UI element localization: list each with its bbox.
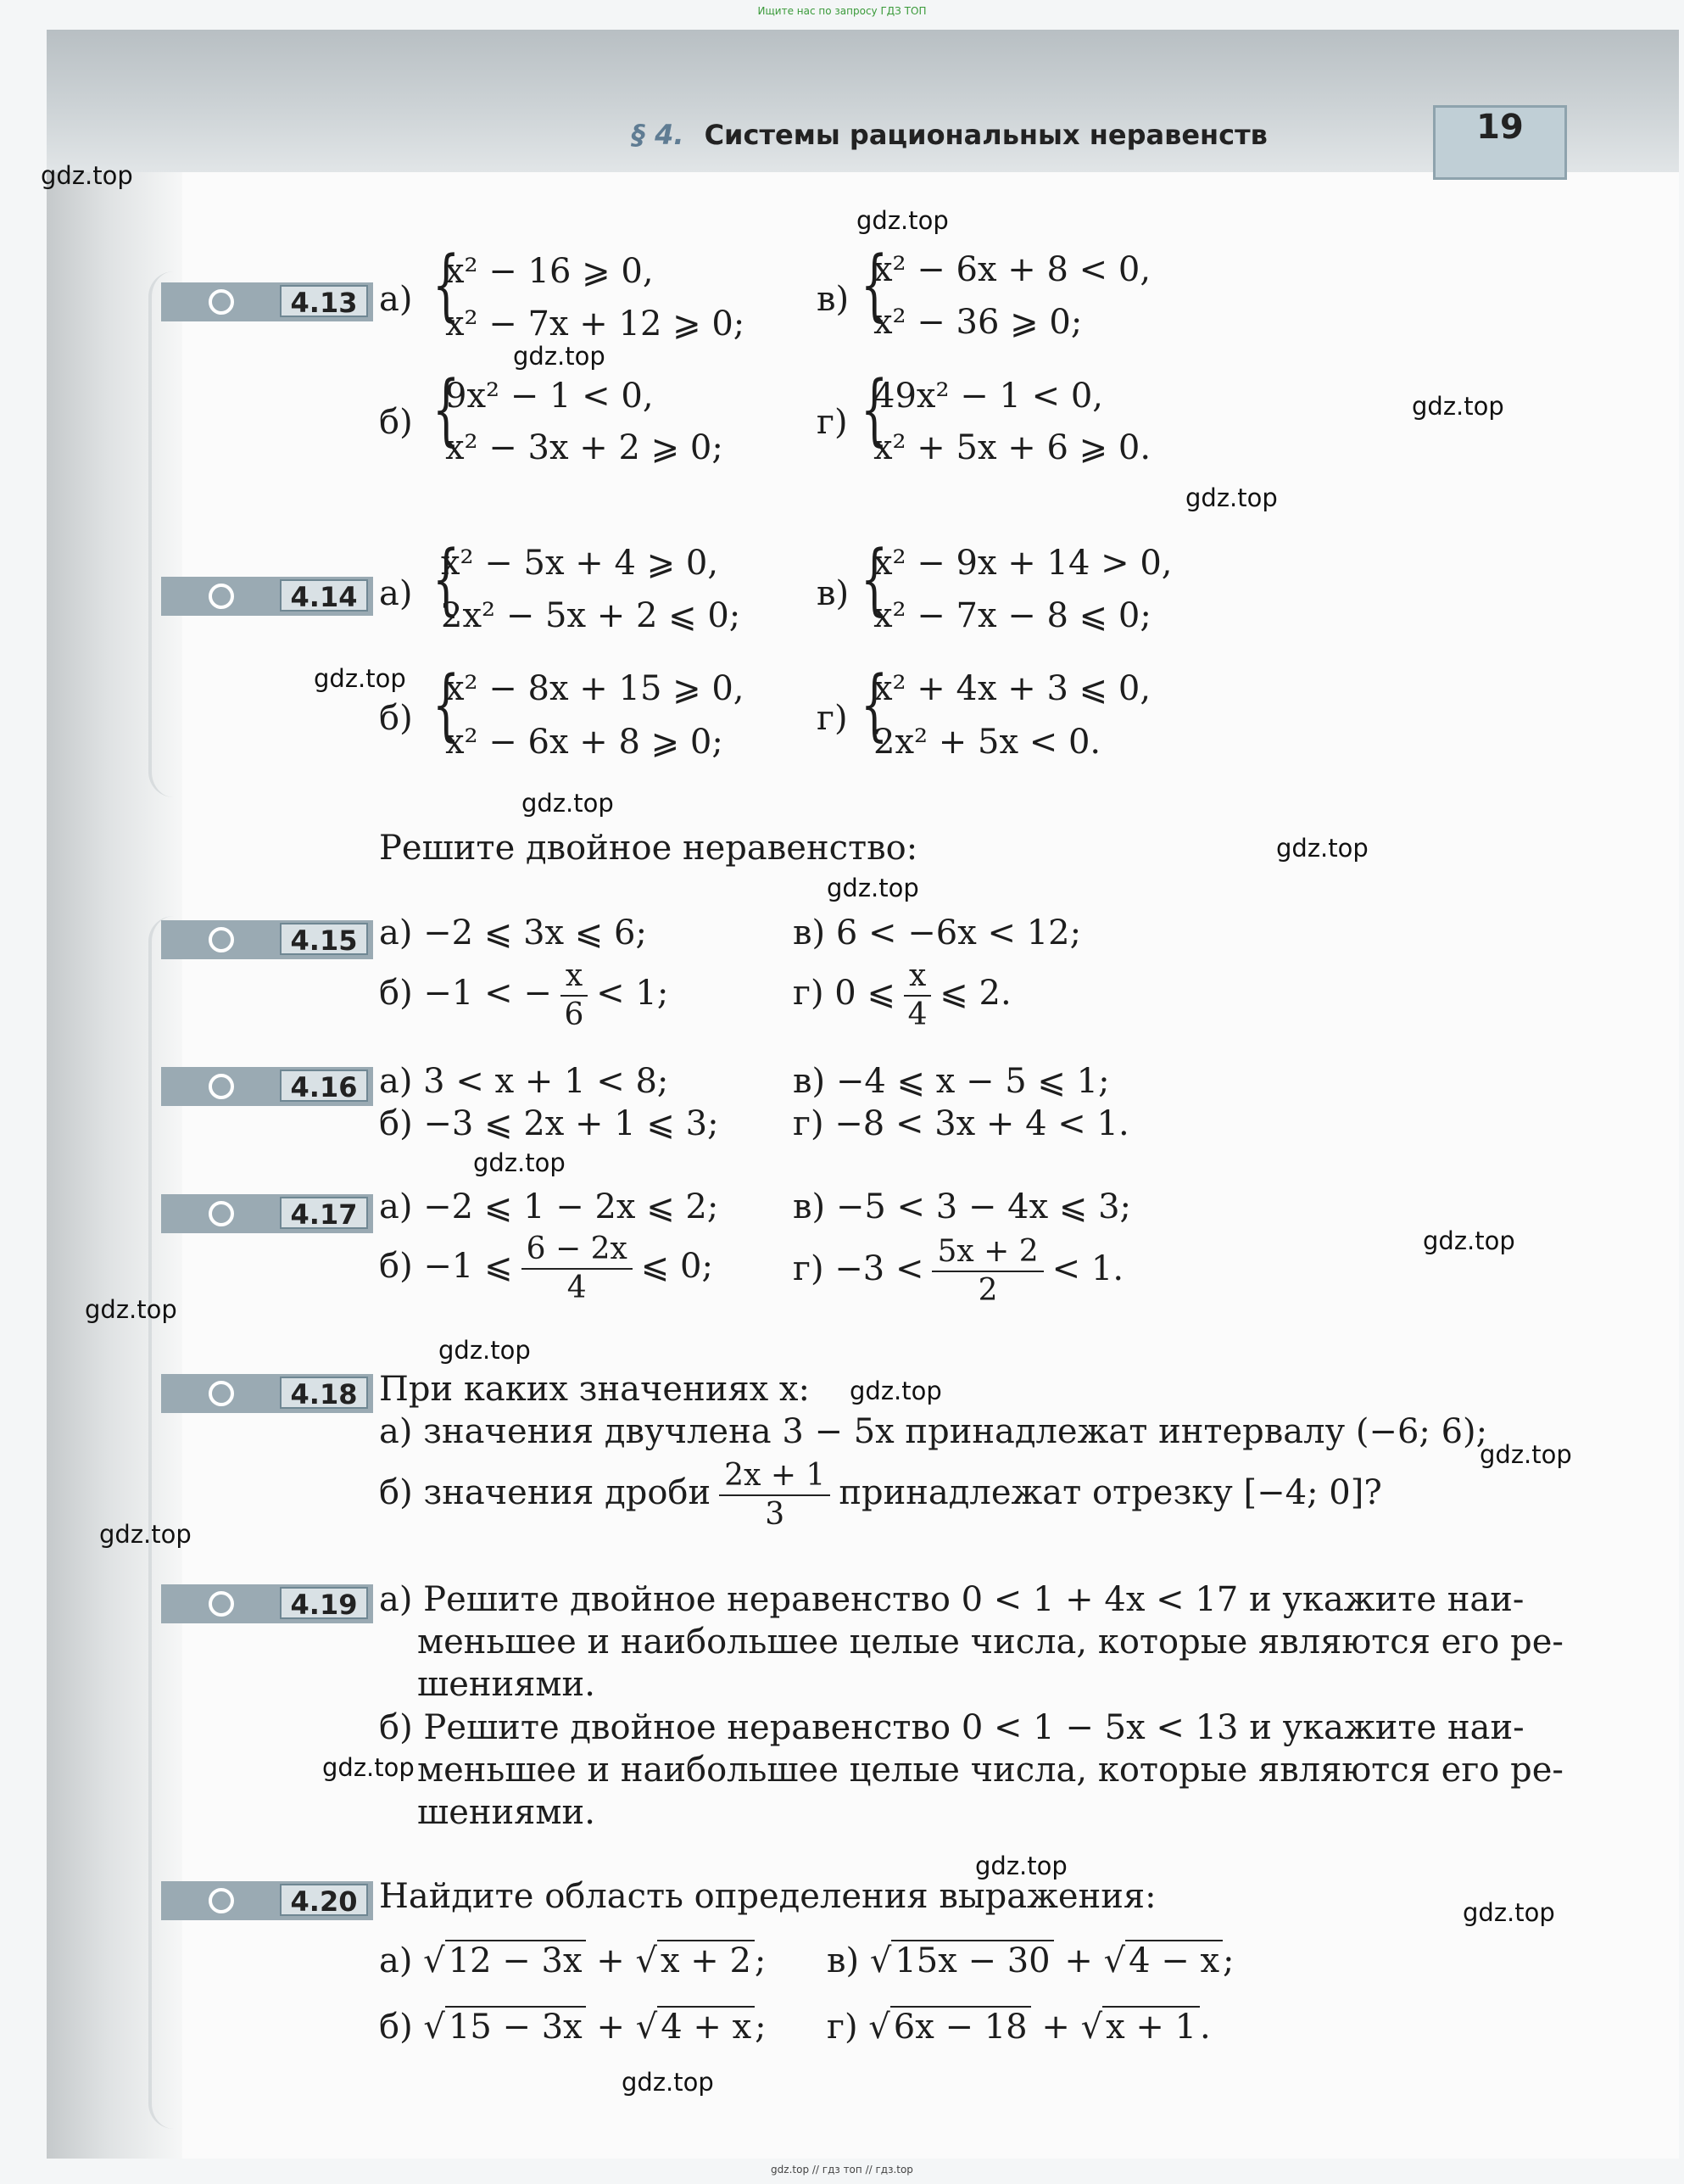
watermark: gdz.top bbox=[99, 1520, 192, 1549]
watermark: gdz.top bbox=[622, 2068, 714, 2097]
system-line: 9x² − 1 < 0, bbox=[445, 377, 654, 416]
watermark: gdz.top bbox=[314, 664, 406, 693]
item-text: в) √ 15x − 30 + √ 4 − x ; bbox=[827, 1941, 1235, 1980]
sqrt bbox=[657, 2008, 755, 2047]
item-text: в) −4 ⩽ x − 5 ⩽ 1; bbox=[793, 1062, 1110, 1101]
watermark: gdz.top bbox=[85, 1295, 177, 1324]
instruction-heading: Решите двойное неравенство: bbox=[379, 829, 918, 868]
denominator: 2 bbox=[978, 1273, 998, 1308]
fraction bbox=[719, 1458, 830, 1532]
watermark: gdz.top bbox=[1412, 392, 1504, 421]
problem-badge-4-15 bbox=[161, 920, 373, 959]
expr-part: ⩽ 2. bbox=[940, 974, 1012, 1013]
sqrt bbox=[445, 1941, 586, 1980]
expr-part: ; bbox=[755, 2008, 767, 2047]
denominator: 3 bbox=[765, 1497, 785, 1532]
item-text: б) Решите двойное неравенство 0 < 1 − 5x < 13 и укажите наи- bbox=[379, 1708, 1525, 1747]
system-brace: { bbox=[861, 239, 889, 330]
item-text: а) 3 < x + 1 < 8; bbox=[379, 1062, 669, 1101]
problem-badge-4-17 bbox=[161, 1194, 373, 1233]
problem-number: 4.16 bbox=[280, 1070, 368, 1102]
circle-icon bbox=[209, 289, 234, 315]
expr-part: ; bbox=[1223, 1941, 1235, 1980]
watermark: gdz.top bbox=[1185, 483, 1278, 512]
item-text bbox=[379, 1458, 1382, 1532]
watermark: gdz.top bbox=[975, 1852, 1068, 1880]
section-title bbox=[632, 119, 1268, 151]
footer-note: gdz.top // гдз топ // гдз.top bbox=[771, 2164, 913, 2176]
watermark: gdz.top bbox=[473, 1148, 566, 1177]
item-label: а) bbox=[379, 280, 413, 319]
watermark: gdz.top bbox=[521, 789, 614, 818]
item-label: а) bbox=[379, 1941, 413, 1980]
fraction bbox=[560, 958, 588, 1032]
item-text: шениями. bbox=[417, 1793, 595, 1832]
watermark: gdz.top bbox=[41, 161, 133, 190]
expr-part: б) значения дроби bbox=[379, 1473, 711, 1512]
system-line: x² − 6x + 8 ⩾ 0; bbox=[445, 723, 723, 762]
item-text bbox=[793, 958, 1012, 1032]
expr-part: б) −1 < − bbox=[379, 974, 552, 1013]
expr-part: . bbox=[1200, 2008, 1211, 2047]
item-text: меньшее и наибольшее целые числа, которые являются его ре- bbox=[417, 1751, 1564, 1790]
item-text: шениями. bbox=[417, 1665, 595, 1704]
fraction bbox=[904, 958, 931, 1032]
circle-icon bbox=[209, 1888, 234, 1913]
item-label: г) bbox=[827, 2008, 858, 2047]
item-text: б) −3 ⩽ 2x + 1 ⩽ 3; bbox=[379, 1104, 719, 1143]
group-bracket bbox=[148, 271, 203, 797]
denominator: 4 bbox=[907, 997, 928, 1032]
system-brace: { bbox=[861, 364, 889, 455]
radicand: 15 − 3x bbox=[445, 2006, 586, 2047]
denominator: 6 bbox=[564, 997, 584, 1032]
page-number: 19 bbox=[1433, 105, 1567, 180]
system-line: x² − 3x + 2 ⩾ 0; bbox=[445, 428, 723, 467]
item-text bbox=[379, 1234, 713, 1304]
problem-question: При каких значениях x: bbox=[379, 1370, 810, 1409]
problem-badge-4-13 bbox=[161, 282, 373, 321]
expr-part: г) 0 ⩽ bbox=[793, 974, 895, 1013]
item-text: а) −2 ⩽ 3x ⩽ 6; bbox=[379, 913, 647, 952]
numerator: x bbox=[904, 961, 931, 997]
radicand: x + 1 bbox=[1102, 2006, 1200, 2047]
expr-part: < 1. bbox=[1051, 1249, 1124, 1288]
item-text: а) Решите двойное неравенство 0 < 1 + 4x < 17 и укажите наи- bbox=[379, 1580, 1525, 1619]
numerator: x bbox=[560, 961, 588, 997]
system-line: x² + 5x + 6 ⩾ 0. bbox=[873, 428, 1151, 467]
problem-badge-4-18 bbox=[161, 1374, 373, 1413]
item-text bbox=[379, 958, 669, 1032]
radicand: 4 + x bbox=[657, 2006, 755, 2047]
problem-number: 4.19 bbox=[280, 1587, 368, 1619]
watermark: gdz.top bbox=[827, 874, 919, 902]
sqrt bbox=[891, 1941, 1053, 1980]
circle-icon bbox=[209, 927, 234, 952]
system-brace: { bbox=[432, 239, 460, 330]
problem-badge-4-16 bbox=[161, 1067, 373, 1106]
system-line: x² + 4x + 3 ⩽ 0, bbox=[873, 669, 1151, 708]
item-label: в) bbox=[827, 1941, 860, 1980]
sqrt bbox=[1102, 2008, 1200, 2047]
watermark: gdz.top bbox=[856, 206, 949, 235]
system-line: x² − 36 ⩾ 0; bbox=[873, 303, 1083, 342]
circle-icon bbox=[209, 1381, 234, 1406]
circle-icon bbox=[209, 584, 234, 609]
item-text: а) √ 12 − 3x + √ x + 2 ; bbox=[379, 1941, 767, 1980]
item-label: б) bbox=[379, 699, 413, 738]
item-text bbox=[793, 1234, 1124, 1308]
denominator: 4 bbox=[566, 1271, 587, 1305]
system-line: x² − 5x + 4 ⩾ 0, bbox=[441, 544, 719, 583]
numerator: 6 − 2x bbox=[521, 1234, 633, 1270]
item-text: а) −2 ⩽ 1 − 2x ⩽ 2; bbox=[379, 1187, 719, 1226]
item-label: в) bbox=[817, 280, 850, 319]
system-line: x² − 8x + 15 ⩾ 0, bbox=[445, 669, 744, 708]
sqrt bbox=[445, 2008, 586, 2047]
watermark: gdz.top bbox=[1276, 834, 1369, 863]
system-brace: { bbox=[432, 533, 460, 624]
system-line: x² − 6x + 8 < 0, bbox=[873, 250, 1151, 289]
radicand: 15x − 30 bbox=[891, 1940, 1053, 1980]
expr-part: б) −1 ⩽ bbox=[379, 1247, 513, 1286]
item-label: а) bbox=[379, 574, 413, 613]
item-text: г) −8 < 3x + 4 < 1. bbox=[793, 1104, 1129, 1143]
item-text: в) −5 < 3 − 4x ⩽ 3; bbox=[793, 1187, 1132, 1226]
item-text: в) 6 < −6x < 12; bbox=[793, 913, 1082, 952]
expr-part: г) −3 < bbox=[793, 1249, 924, 1288]
watermark: gdz.top bbox=[1480, 1440, 1572, 1469]
system-line: x² − 9x + 14 > 0, bbox=[873, 544, 1173, 583]
watermark: gdz.top bbox=[850, 1377, 942, 1405]
expr-part: ; bbox=[754, 1941, 767, 1980]
expr-part: принадлежат отрезку [−4; 0]? bbox=[839, 1473, 1382, 1512]
watermark: gdz.top bbox=[438, 1336, 531, 1365]
problem-badge-4-20 bbox=[161, 1881, 373, 1920]
sqrt bbox=[657, 1941, 755, 1980]
system-line: x² − 16 ⩾ 0, bbox=[445, 252, 654, 291]
radicand: 4 − x bbox=[1125, 1940, 1223, 1980]
item-text: г) √ 6x − 18 + √ x + 1 . bbox=[827, 2008, 1211, 2047]
section-symbol: § 4. bbox=[632, 119, 684, 151]
watermark: gdz.top bbox=[1423, 1226, 1515, 1255]
system-line: 2x² − 5x + 2 ⩽ 0; bbox=[441, 596, 741, 635]
system-brace: { bbox=[861, 659, 889, 750]
item-text: а) значения двучлена 3 − 5x принадлежат интервалу (−6; 6); bbox=[379, 1412, 1488, 1451]
problem-question: Найдите область определения выражения: bbox=[379, 1877, 1157, 1916]
system-brace: { bbox=[432, 364, 460, 455]
problem-number: 4.20 bbox=[280, 1884, 368, 1916]
numerator: 5x + 2 bbox=[932, 1237, 1043, 1272]
circle-icon bbox=[209, 1074, 234, 1099]
problem-number: 4.15 bbox=[280, 923, 368, 955]
section-title-text: Системы рациональных неравенств bbox=[704, 119, 1268, 151]
sqrt bbox=[890, 2008, 1031, 2047]
item-label: в) bbox=[817, 574, 850, 613]
system-line: 49x² − 1 < 0, bbox=[873, 377, 1103, 416]
fraction bbox=[932, 1234, 1043, 1308]
system-line: x² − 7x − 8 ⩽ 0; bbox=[873, 596, 1151, 635]
sqrt bbox=[1125, 1941, 1223, 1980]
radicand: 6x − 18 bbox=[890, 2006, 1031, 2047]
item-label: б) bbox=[379, 2008, 413, 2047]
problem-badge-4-14 bbox=[161, 577, 373, 616]
expr-part: ⩽ 0; bbox=[640, 1247, 713, 1286]
radicand: 12 − 3x bbox=[445, 1940, 586, 1980]
system-brace: { bbox=[432, 659, 460, 750]
watermark: gdz.top bbox=[322, 1753, 415, 1782]
system-line: 2x² + 5x < 0. bbox=[873, 723, 1101, 762]
system-line: x² − 7x + 12 ⩾ 0; bbox=[445, 304, 745, 344]
problem-badge-4-19 bbox=[161, 1584, 373, 1623]
circle-icon bbox=[209, 1201, 234, 1226]
item-label: б) bbox=[379, 403, 413, 442]
fraction bbox=[521, 1234, 633, 1304]
problem-number: 4.18 bbox=[280, 1377, 368, 1409]
problem-number: 4.13 bbox=[280, 285, 368, 317]
item-text: меньшее и наибольшее целые числа, которые являются его ре- bbox=[417, 1623, 1564, 1662]
system-brace: { bbox=[861, 533, 889, 624]
top-note: Ищите нас по запросу ГДЗ ТОП bbox=[757, 5, 927, 17]
radicand: x + 2 bbox=[657, 1940, 755, 1980]
item-label: г) bbox=[817, 699, 848, 738]
expr-part: < 1; bbox=[596, 974, 669, 1013]
item-text: б) √ 15 − 3x + √ 4 + x ; bbox=[379, 2008, 767, 2047]
numerator: 2x + 1 bbox=[719, 1461, 830, 1496]
problem-number: 4.14 bbox=[280, 579, 368, 612]
item-label: г) bbox=[817, 403, 848, 442]
watermark: gdz.top bbox=[513, 342, 605, 371]
problem-number: 4.17 bbox=[280, 1197, 368, 1229]
watermark: gdz.top bbox=[1463, 1898, 1555, 1927]
circle-icon bbox=[209, 1591, 234, 1617]
